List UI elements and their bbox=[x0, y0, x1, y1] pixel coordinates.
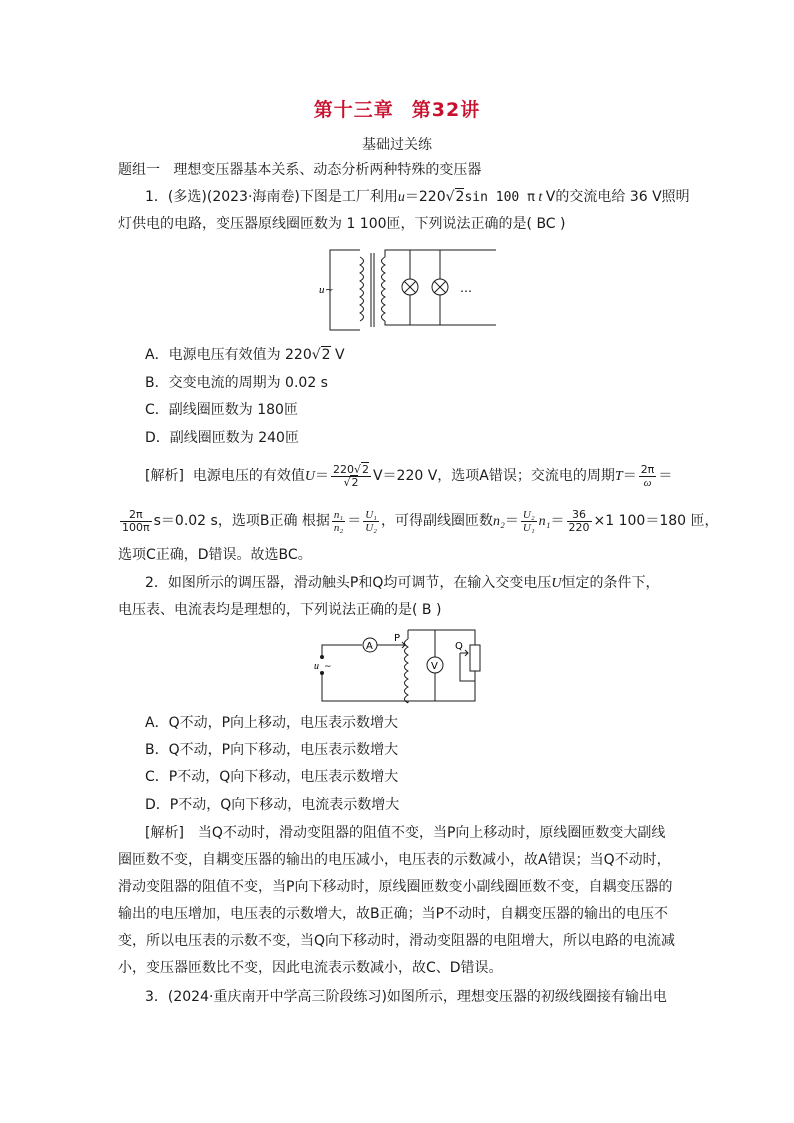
q2-stem-line2 bbox=[118, 600, 678, 620]
q1-option-c-text: 副线圈匝数为 180匝 bbox=[168, 402, 298, 418]
q1-analysis-frac-rms: $\frac{220√2}{√2}$ bbox=[332, 462, 369, 489]
q2-analysis-line3: 滑动变阻器的阻值不变，当P向下移动时，原线圈匝数变小副线圈匝数不变，自耦变压器的 bbox=[118, 879, 673, 895]
q1-l2-frac-den: 100π bbox=[122, 520, 150, 534]
q1-option-d-text: 副线圈匝数为 240匝 bbox=[169, 430, 299, 446]
q1-formula-eq: ＝220 bbox=[404, 189, 446, 205]
q2-voltmeter-label: V bbox=[431, 661, 438, 672]
q2-analysis-line1: [解析] 当Q不动时，滑动变阻器的阻值不变，当P向上移动时，原线圈匝数变大副线 bbox=[145, 825, 666, 841]
q2-p-label: P bbox=[394, 633, 401, 644]
lecture-title: 第32讲 bbox=[411, 99, 481, 121]
q2-stem-line1 bbox=[145, 573, 678, 594]
q1-frac-num-sqrt: 2 bbox=[361, 462, 369, 476]
q1-l2-eq: ＝ bbox=[347, 513, 362, 529]
q1-stem-line2 bbox=[118, 214, 678, 234]
section-title: 基础过关练 bbox=[362, 137, 432, 153]
q1-option-c bbox=[145, 400, 298, 420]
q2-option-d-text: P不动，Q向下移动，电流表示数增大 bbox=[169, 797, 400, 813]
q1-l2-f1-den: n₂ bbox=[333, 521, 344, 534]
q1-frac-num: 220 bbox=[332, 462, 354, 476]
q1-answer: ( BC ) bbox=[526, 216, 566, 232]
q1-option-d bbox=[145, 428, 299, 448]
q1-tag: (多选) bbox=[167, 189, 207, 205]
q2-circuit-diagram bbox=[310, 625, 490, 707]
chapter-title: 第十三章 bbox=[313, 99, 394, 121]
q1-l2-f4-num: 36 bbox=[567, 509, 592, 522]
q1-circuit-tilde: ~ bbox=[325, 285, 334, 296]
q1-option-a-sqrt: 2 bbox=[321, 347, 331, 363]
q1-primary-coil bbox=[360, 257, 364, 321]
q1-option-b-text: 交变电流的周期为 0.02 s bbox=[168, 375, 328, 391]
q1-analysis-T: T bbox=[614, 469, 623, 484]
q1-analysis-eq2: ＝ bbox=[622, 468, 637, 484]
q1-source: (2023·海南卷) bbox=[206, 189, 300, 205]
q1-analysis-l2-b: ，可得副线圈匝数 bbox=[381, 513, 493, 529]
q2-option-b-key: B． bbox=[145, 742, 169, 758]
q1-stem-a: 下图是工厂利用 bbox=[299, 189, 398, 205]
q1-stem-line1: 1．(多选)(2023·海南卷)下图是工厂利用u＝220√2sin 100 π t V的交流电给 36 V照明 bbox=[145, 189, 690, 205]
q1-analysis-line2 bbox=[118, 507, 719, 535]
q1-circuit-diagram bbox=[310, 245, 510, 335]
q1-option-c-key: C． bbox=[145, 402, 169, 418]
q1-l2-f4-den: 220 bbox=[568, 520, 590, 534]
q1-l2-frac-num: 2π bbox=[120, 509, 152, 522]
q1-option-a-tail: V bbox=[330, 347, 345, 363]
q1-analysis-frac-u bbox=[363, 509, 379, 534]
q2-option-c bbox=[145, 767, 398, 787]
q2-q-label: Q bbox=[455, 641, 463, 652]
q2-input-bottom-wire bbox=[322, 675, 408, 701]
q2-analysis-line4: 输出的电压增加，电压表的示数增大，故B正确；当P不动时，自耦变压器的输出的电压不 bbox=[118, 906, 669, 922]
q2-option-b bbox=[145, 740, 398, 760]
q2-option-c-text: P不动，Q向下移动，电压表示数增大 bbox=[168, 769, 399, 785]
q2-option-a-key: A． bbox=[145, 715, 169, 731]
q1-primary-wire bbox=[330, 250, 360, 330]
q1-formula-t: t bbox=[534, 190, 546, 205]
q1-option-b-key: B． bbox=[145, 375, 169, 391]
q2-ammeter-label: A bbox=[366, 641, 373, 652]
q1-secondary-coil bbox=[382, 257, 386, 321]
q2-option-c-key: C． bbox=[145, 769, 169, 785]
q2-input-top-wire bbox=[322, 645, 362, 655]
q2-rheostat bbox=[470, 645, 480, 671]
q2-option-d-key: D． bbox=[145, 797, 170, 813]
q1-analysis-frac-period bbox=[639, 464, 657, 489]
q2-option-a bbox=[145, 713, 398, 733]
q3-stem-line1: 3．(2024·重庆南开中学高三阶段练习)如图所示，理想变压器的初级线圈接有输出电 bbox=[145, 989, 667, 1005]
q1-frac2-num: 2π bbox=[640, 462, 655, 476]
q2-u-label: u bbox=[314, 661, 319, 672]
q1-analysis-tag: [解析] bbox=[145, 468, 184, 484]
q1-l2-n2: n₂ bbox=[493, 514, 505, 529]
page-title bbox=[0, 95, 794, 122]
q1-formula-unit: V的交流电给 36 V照明 bbox=[545, 189, 690, 205]
q2-stem-b: 电压表、电流表均是理想的，下列说法正确的是 bbox=[118, 602, 412, 618]
q1-option-b bbox=[145, 373, 328, 393]
q1-option-a-text: 电源电压有效值为 220 bbox=[168, 347, 312, 363]
q2-analysis-line6: 小，变压器匝数比不变，因此电流表示数减小，故C、D错误。 bbox=[118, 960, 503, 976]
q1-circuit-u-label: u bbox=[319, 284, 325, 296]
q1-circuit-dots: … bbox=[460, 281, 472, 295]
q1-frac2-den: ω bbox=[643, 476, 652, 489]
q1-analysis-l2-a: s＝0.02 s，选项B正确 根据 bbox=[153, 513, 330, 529]
q1-option-d-key: D． bbox=[145, 430, 170, 446]
q2-option-b-text: Q不动，P向下移动，电压表示数增大 bbox=[168, 742, 399, 758]
group-topic: 理想变压器基本关系、动态分析两种特殊的变压器 bbox=[173, 162, 482, 178]
q2-stem-U: U bbox=[551, 576, 562, 591]
q1-analysis-end: ＝ bbox=[658, 468, 673, 484]
q1-l2-n1: n₁ bbox=[538, 514, 551, 529]
q1-frac-den-sqrt: 2 bbox=[351, 475, 359, 489]
q1-stem-b: 灯供电的电路，变压器原线圈匝数为 1 100匝，下列说法正确的是 bbox=[118, 216, 527, 232]
q2-auto-transformer-coil bbox=[405, 639, 409, 703]
q2-output-top-wire bbox=[408, 630, 475, 655]
q1-analysis-line1 bbox=[145, 463, 678, 490]
q2-option-a-text: Q不动，P向上移动，电压表示数增大 bbox=[168, 715, 399, 731]
q1-l2-f1-num: n₁ bbox=[333, 508, 344, 521]
q1-formula-sqrt: 2 bbox=[455, 189, 465, 205]
q1-analysis-U: U bbox=[304, 469, 315, 484]
q1-l2-eq2: ＝ bbox=[504, 513, 519, 529]
q1-l2-f2-den: U₂ bbox=[365, 521, 377, 534]
q1-analysis-line3: 选项C正确，D错误。故选BC。 bbox=[118, 547, 312, 563]
q1-l2-eq3: ＝ bbox=[550, 513, 565, 529]
q2-stem-a: 2．如图所示的调压器，滑动触头P和Q均可调节，在输入交变电压 bbox=[145, 575, 552, 591]
q1-analysis-l2-c: ×1 100＝180 匝， bbox=[593, 513, 719, 529]
q2-output-bottom-wire bbox=[408, 671, 475, 701]
q1-l2-f2-num: U₁ bbox=[365, 508, 377, 521]
q2-option-d bbox=[145, 795, 399, 815]
q1-option-a-key: A． bbox=[145, 347, 169, 363]
q2-analysis-line2: 圈匝数不变，自耦变压器的输出的电压减小，电压表的示数减小，故A错误；当Q不动时， bbox=[118, 852, 671, 868]
group-heading bbox=[118, 160, 678, 180]
q1-analysis-frac-u2 bbox=[521, 509, 537, 534]
q2-tilde-label: ~ bbox=[324, 662, 332, 672]
q1-number: 1． bbox=[145, 189, 168, 205]
q2-stem-tail: 恒定的条件下， bbox=[561, 575, 660, 591]
q1-option-a: A．电源电压有效值为 220√2 V bbox=[145, 347, 345, 363]
group-label: 题组一 bbox=[118, 162, 160, 178]
q1-formula-u: u bbox=[397, 190, 405, 205]
q1-l2-f3-num: U₂ bbox=[522, 508, 535, 521]
q1-analysis-frac-ratio bbox=[567, 509, 592, 534]
q1-analysis-text-2: V＝220 V，选项A错误；交流电的周期 bbox=[372, 468, 615, 484]
q2-analysis-line5: 变，所以电压表的示数不变，当Q向下移动时，滑动变阻器的电阻增大，所以电路的电流减 bbox=[118, 933, 676, 949]
q1-formula-sin: sin 100 π bbox=[464, 190, 535, 205]
q1-analysis-frac-n bbox=[332, 509, 345, 534]
q1-l2-f3-den: U₁ bbox=[522, 521, 535, 534]
q1-analysis-text-1: 电源电压的有效值 bbox=[192, 468, 305, 484]
q2-answer: ( B ) bbox=[412, 602, 442, 618]
q1-analysis-eq: ＝ bbox=[314, 468, 329, 484]
q1-analysis-frac-period2 bbox=[120, 509, 152, 534]
